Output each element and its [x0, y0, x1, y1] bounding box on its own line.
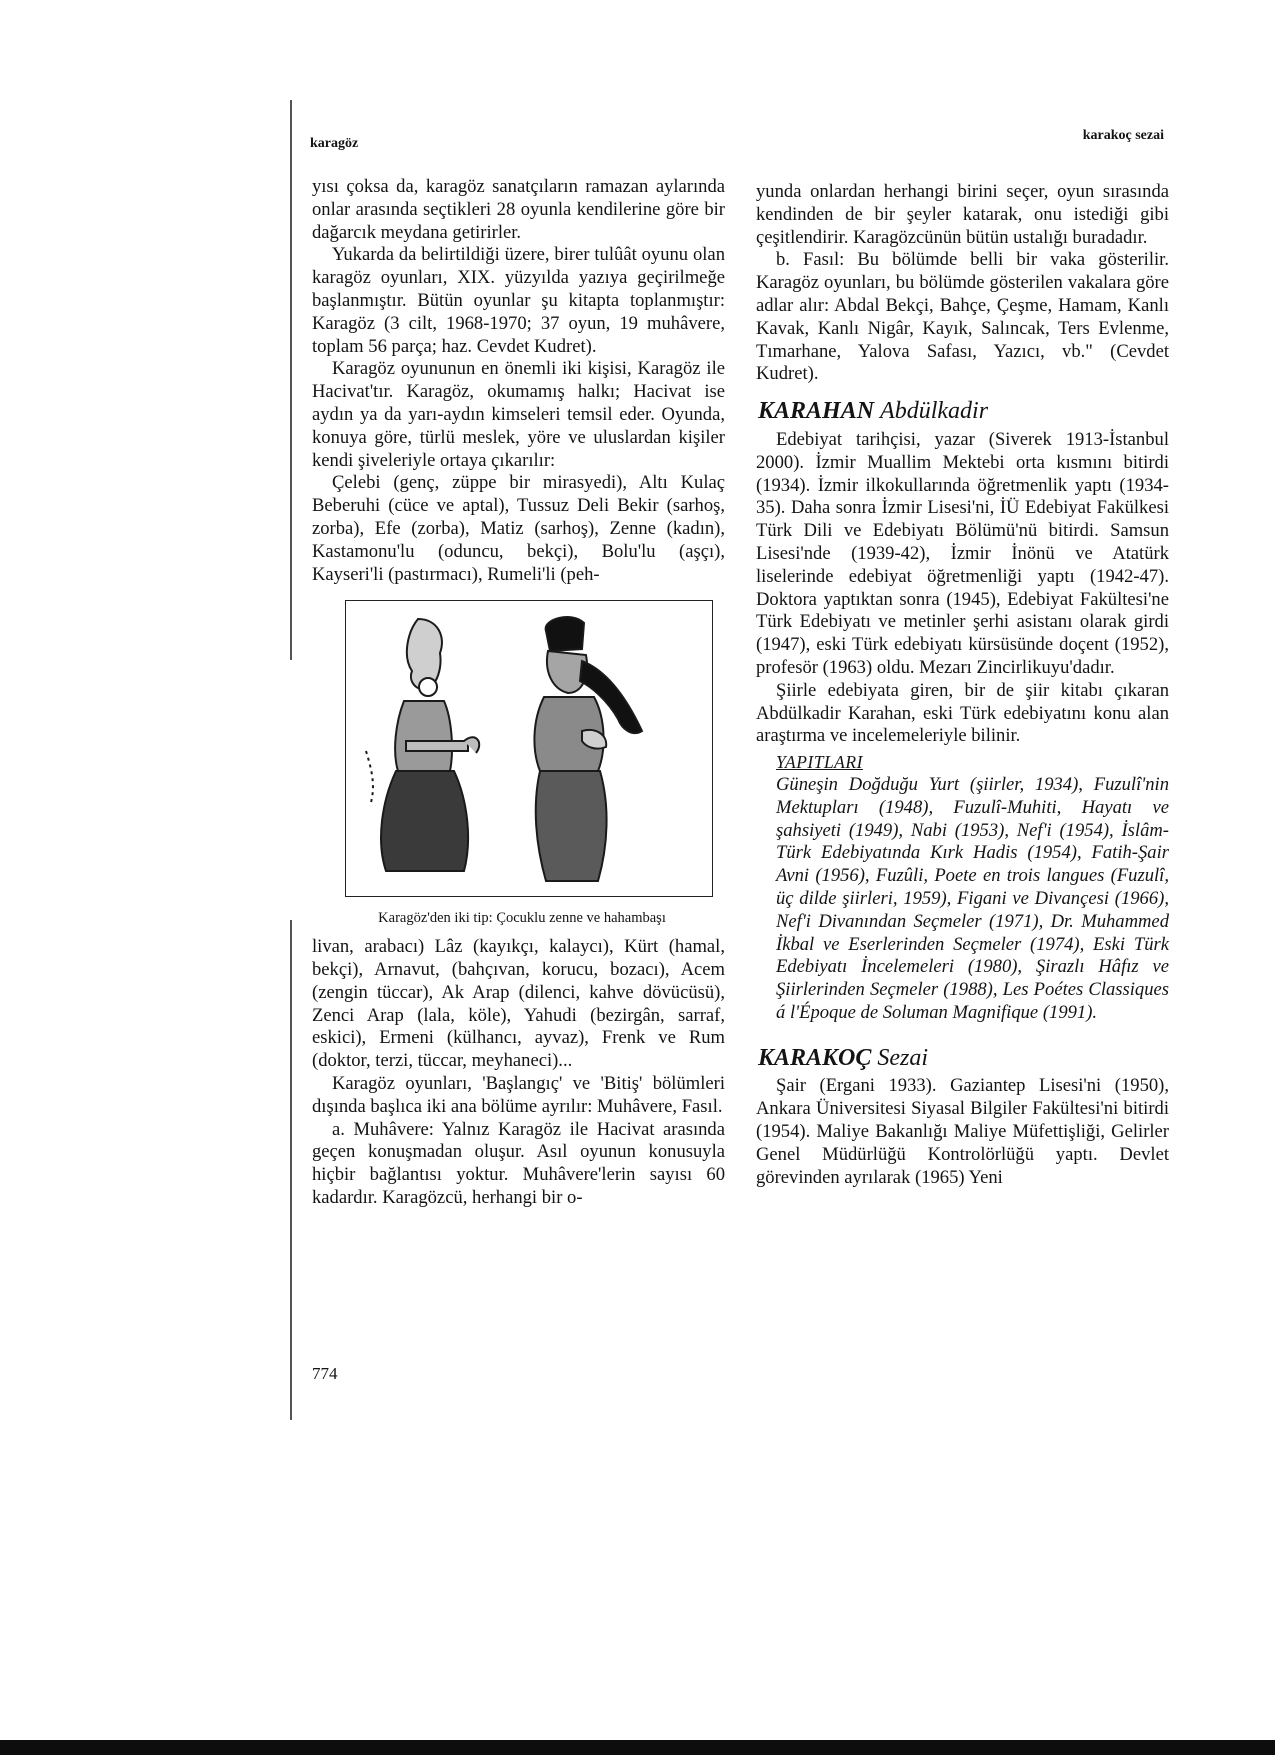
running-head-right: karakoç sezai: [1082, 128, 1164, 143]
entry-surname: KARAHAN: [758, 398, 875, 425]
paragraph: Edebiyat tarihçisi, yazar (Siverek 1913-İstanbul 2000). İzmir Muallim Mektebi orta kısmını bitirdi (1934). İzmir ilkokullarında öğretmenlik yaptı (1934-35). Daha sonra İzmir Lisesi'ni, İÜ Edebiyat Fakülkesi Türk Dili ve Edebiyatı Bölümü'nü bitirdi. Samsun Lisesi'nde (1939-42), İzmir İnönü ve Atatürk liselerinde edebiyat öğretmenliği yaptı (1942-47). Doktora yaptıktan sonra (1945), Edebiyat Fakültesi'ne Türk Edebiyatı ve metinler şerhi asistanı olarak girdi (1947), eski Türk edebiyatı kürsüsünde doçent (1952), profesör (1963) oldu. Mezarı Zincirlikuyu'dadır.: [756, 428, 1169, 678]
scan-bottom-edge: [0, 1740, 1275, 1755]
entry-given-name: Sezai: [877, 1044, 929, 1071]
entry-surname: KARAKOÇ: [758, 1044, 872, 1071]
works-heading: YAPITLARI: [776, 752, 863, 773]
paragraph: Karagöz oyununun en önemli iki kişisi, Karagöz ile Hacivat'tır. Karagöz, okumamış halkı; Hacivat ise aydın ya da yarı-aydın kimseleri temsil eder. Oyunda, konuya göre, türlü meslek, yöre ve uluslardan kişiler kendi şiveleriyle ortaya çıkarılır:: [312, 358, 725, 471]
page-number: 774: [312, 1364, 338, 1383]
paragraph: yısı çoksa da, karagöz sanatçıların ramazan aylarında onlar arasında seçtikleri 28 oyunla kendilerine göre bir dağarcık meydana getirirler.: [312, 176, 725, 243]
paragraph: yunda onlardan herhangi birini seçer, oyun sırasında kendinden de bir şeyler katarak, onu istediği gibi çeşitlendirir. Karagözcünün bütün ustalığı buradadır.: [756, 181, 1169, 248]
paragraph: Şair (Ergani 1933). Gaziantep Lisesi'ni (1950), Ankara Üniversitesi Siyasal Bilgiler Fakültesi'ni bitirdi (1954). Maliye Bakanlığı Maliye Müfettişliği, Gelirler Genel Müdürlüğü Kontrolörlüğü yaptı. Devlet görevinden ayrılarak (1965) Yeni: [756, 1075, 1169, 1188]
entry-heading-karakoc: [758, 1044, 1169, 1071]
paragraph: Şiirle edebiyata giren, bir de şiir kitabı çıkaran Abdülkadir Karahan, eski Türk edebiyatını konu alan araştırma ve incelemeleriyle bilinir.: [756, 679, 1169, 747]
entry-heading-karahan: [758, 400, 1169, 423]
entry-given-name: Abdülkadir: [880, 398, 989, 425]
running-head-left: karagöz: [310, 136, 359, 151]
right-column: [756, 181, 1169, 1189]
figure-image: [345, 600, 713, 897]
paragraph: Karagöz oyunları, 'Başlangıç' ve 'Bitiş' bölümleri dışında başlıca iki ana bölüme ayrılır: Muhâvere, Fasıl.: [312, 1072, 725, 1117]
paragraph: a. Muhâvere: Yalnız Karagöz ile Hacivat arasında geçen konuşmadan oluşur. Asıl oyunun konusuyla hiçbir bağlantısı yoktur. Muhâvere'lerin sayısı 60 kadardır. Karagözcü, herhangi bir o-: [312, 1118, 725, 1208]
paragraph: livan, arabacı) Lâz (kayıkçı, kalaycı), Kürt (hamal, bekçi), Arnavut, (bahçıvan, korucu, bozacı), Acem (zengin tüccar), Ak Arap (dilenci, kahve dövücüsü), Zenci Arap (lala, köle), Yahudi (bezirgân, sarraf, eskici), Ermeni (külhancı, ayvaz), Frenk ve Rum (doktor, terzi, tüccar, meyhaneci)...: [312, 936, 725, 1072]
figure-caption: Karagöz'den iki tip: Çocuklu zenne ve hahambaşı: [378, 910, 666, 927]
scan-margin-line: [290, 920, 292, 1420]
zenne-puppet: [366, 619, 479, 871]
figure: [345, 600, 713, 930]
paragraph: b. Fasıl: Bu bölümde belli bir vaka gösterilir. Karagöz oyunları, bu bölümde gösterilen vakalara göre adlar alır: Abdal Bekçi, Bahçe, Çeşme, Hamam, Kanlı Kavak, Kanlı Nigâr, Kayık, Salıncak, Ters Evlenme, Tımarhane, Yalova Safası, Yazıcı, vb." (Cevdet Kudret).: [756, 249, 1169, 385]
shadow-puppets-illustration: [346, 601, 712, 896]
works-list: Güneşin Doğduğu Yurt (şiirler, 1934), Fuzulî'nin Mektupları (1948), Fuzulî-Muhiti, Hayatı ve şahsiyeti (1949), Nabi (1953), Nef'i (1954), İslâm-Türk Edebiyatında Kırk Hadis (1954), Fatih-Şair Avni (1956), Fuzûli, Poete en trois langues (Fuzulî, üç dilde şiirleri, 1959), Figani ve Divançesi (1966), Nef'i Divanından Seçmeler (1971), Dr. Muhammed İkbal ve Eserlerinden Seçmeler (1974), Eski Türk Edebiyatı İncelemeleri (1980), Şirazlı Hâfız ve Şiirlerinden Seçmeler (1988), Les Poétes Classiques á l'Époque de Soluman Magnifique (1991).: [776, 773, 1169, 1023]
paragraph: Yukarda da belirtildiği üzere, birer tulûât oyunu olan karagöz oyunları, XIX. yüzyılda yazıya geçirilmeğe başlanmıştır. Bütün oyunlar şu kitapta toplanmıştır: Karagöz (3 cilt, 1968-1970; 37 oyun, 19 muhâvere, toplam 56 parça; haz. Cevdet Kudret).: [312, 244, 725, 357]
scan-margin-line: [290, 100, 292, 660]
left-column: [312, 176, 725, 1210]
hahambasi-puppet: [534, 617, 642, 881]
paragraph: Çelebi (genç, züppe bir mirasyedi), Altı Kulaç Beberuhi (cüce ve aptal), Tussuz Deli Bekir (sarhoş, zorba), Efe (zorba), Matiz (sarhoş), Zenne (kadın), Kastamonu'lu (oduncu, bekçi), Bolu'lu (aşçı), Kayseri'li (pastırmacı), Rumeli'li (peh-: [312, 472, 725, 585]
